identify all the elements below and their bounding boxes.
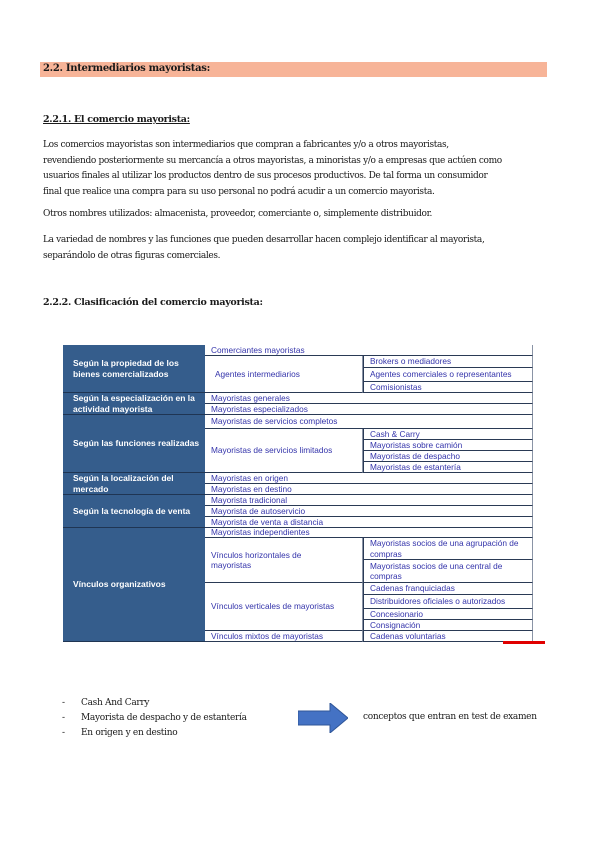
bullet-dash: - xyxy=(62,713,65,723)
cell-independientes: Mayoristas independientes xyxy=(205,528,533,538)
cell-tradicional: Mayorista tradicional xyxy=(205,495,533,506)
paragraph-line: usuarios finales al utilizar los productos dentro de sus procesos productivos. De tal forma un consumidor xyxy=(43,171,488,181)
category-tecnologia: Según la tecnología de venta xyxy=(63,495,205,528)
cell-servicios-limitados: Mayoristas de servicios limitados xyxy=(205,429,363,473)
cell-cash-carry: Cash & Carry xyxy=(363,429,533,440)
paragraph-line: final que realice una compra para su uso personal no podrá acudir a un comercio mayorista. xyxy=(43,186,435,197)
category-localizacion: Según la localización del mercado xyxy=(63,473,205,495)
cell-franquiciadas: Cadenas franquiciadas xyxy=(363,583,533,595)
paragraph-other-names: Otros nombres utilizados: almacenista, proveedor, comerciante o, simplemente distribuidor. xyxy=(43,209,433,219)
cell-origen: Mayoristas en origen xyxy=(205,473,533,484)
cell-sobre-camion: Mayoristas sobre camión xyxy=(363,440,533,451)
category-especializacion: Según la especialización en la actividad mayorista xyxy=(63,393,205,415)
cell-generales: Mayoristas generales xyxy=(205,393,533,404)
paragraph-line: Los comercios mayoristas son intermediarios que compran a fabricantes y/o a otros mayoristas, xyxy=(43,140,449,150)
subsection-title-comercio-mayorista: 2.2.1. El comercio mayorista: xyxy=(43,114,190,125)
section-heading-band xyxy=(40,62,547,77)
cell-central: Mayoristas socios de una central de compras xyxy=(363,560,533,583)
paragraph-line: La variedad de nombres y las funciones que pueden desarrollar hacen complejo identificar al mayorista, xyxy=(43,235,485,245)
cell-comisionistas: Comisionistas xyxy=(363,382,533,393)
cell-distribuidores: Distribuidores oficiales o autorizados xyxy=(363,595,533,609)
paragraph-variety xyxy=(43,233,563,264)
red-underline-mark xyxy=(503,641,545,644)
cell-brokers: Brokers o mediadores xyxy=(363,356,533,368)
paragraph-line: separándolo de otras figuras comerciales. xyxy=(43,250,221,261)
cell-consignacion: Consignación xyxy=(363,620,533,631)
bullet-dash: - xyxy=(62,698,65,708)
cell-agentes-comerciales: Agentes comerciales o representantes xyxy=(363,368,533,382)
bullet-text: Cash And Carry xyxy=(81,698,150,708)
cell-agentes-intermediarios: Agentes intermediarios xyxy=(205,356,363,393)
arrow-label: conceptos que entran en test de examen xyxy=(363,712,537,722)
section-title: 2.2. Intermediarios mayoristas: xyxy=(43,63,210,74)
bullet-text: Mayorista de despacho y de estantería xyxy=(81,713,247,723)
cell-destino: Mayoristas en destino xyxy=(205,484,533,495)
cell-verticales: Vínculos verticales de mayoristas xyxy=(205,583,363,631)
bullet-dash: - xyxy=(62,728,65,738)
paragraph-line: revendiendo posteriormente su mercancía a otros mayoristas, a minoristas y/o a empresas que actúen como xyxy=(43,155,502,166)
cell-especializados: Mayoristas especializados xyxy=(205,404,533,415)
cell-horizontales: Vínculos horizontales de mayoristas xyxy=(205,538,363,583)
cell-concesionario: Concesionario xyxy=(363,609,533,620)
cell-voluntarias: Cadenas voluntarias xyxy=(363,631,533,642)
cell-mixtos: Vínculos mixtos de mayoristas xyxy=(205,631,363,642)
cell-comerciantes: Comerciantes mayoristas xyxy=(205,345,533,356)
cell-distancia: Mayorista de venta a distancia xyxy=(205,517,533,528)
cell-servicios-completos: Mayoristas de servicios completos xyxy=(205,415,533,429)
cell-autoservicio: Mayorista de autoservicio xyxy=(205,506,533,517)
classification-table xyxy=(63,345,533,642)
paragraph-definition xyxy=(43,138,563,200)
category-propiedad: Según la propiedad de los bienes comercializados xyxy=(63,345,205,393)
cell-despacho: Mayoristas de despacho xyxy=(363,451,533,462)
cell-estanteria: Mayoristas de estantería xyxy=(363,462,533,473)
category-vinculos: Vínculos organizativos xyxy=(63,528,205,642)
bullet-text: En origen y en destino xyxy=(81,728,178,738)
category-funciones: Según las funciones realizadas xyxy=(63,415,205,473)
subsection-title-clasificacion: 2.2.2. Clasificación del comercio mayorista: xyxy=(43,297,263,308)
right-arrow-icon xyxy=(298,703,348,733)
cell-agrupacion: Mayoristas socios de una agrupación de compras xyxy=(363,538,533,560)
